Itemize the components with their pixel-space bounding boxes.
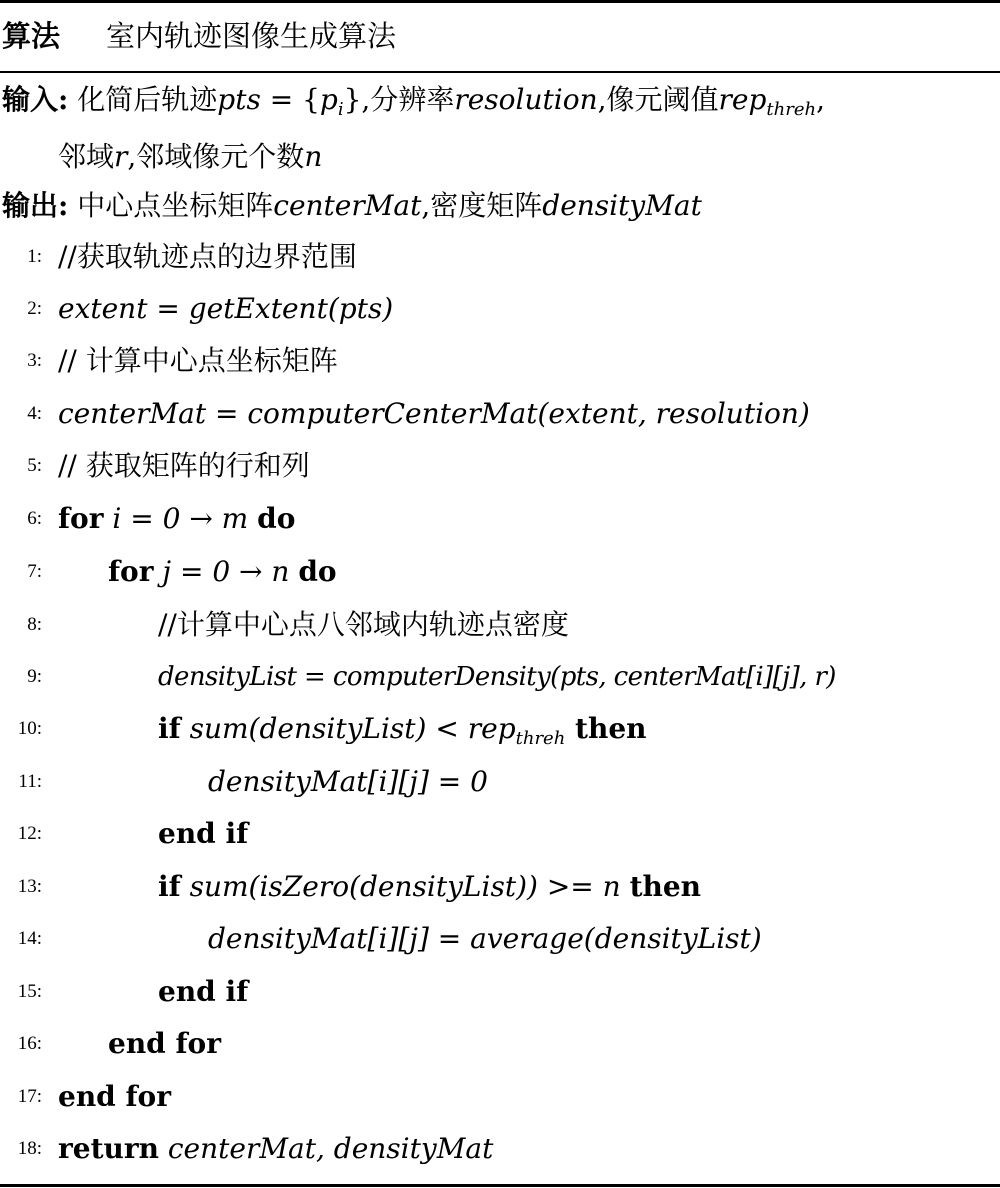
- keyword: if: [158, 870, 181, 903]
- line-number: 18:: [17, 1138, 42, 1159]
- bottom-rule: [0, 1184, 1000, 1187]
- if-statement: [158, 867, 701, 907]
- expression: sum(densityList) < rep: [180, 712, 516, 745]
- input-pts: pts: [217, 83, 261, 116]
- keyword: end if: [158, 817, 249, 850]
- algorithm-keyword: 算法: [2, 19, 61, 53]
- keyword: for: [108, 555, 154, 588]
- keyword: end if: [158, 975, 249, 1008]
- expression: i = 0 → m: [103, 502, 258, 535]
- line-number: 5:: [27, 455, 42, 476]
- keyword: for: [58, 502, 104, 535]
- statement: densityMat[i][j] = 0: [208, 765, 488, 798]
- statement: densityMat[i][j] = average(densityList): [208, 922, 762, 955]
- input-sub-threh: threh: [766, 99, 817, 120]
- output-label: 输出:: [2, 189, 69, 222]
- header-rule: [0, 71, 1000, 73]
- keyword: end for: [108, 1027, 221, 1060]
- input-r: r: [114, 140, 128, 173]
- line-number: 8:: [27, 614, 42, 635]
- keyword: then: [629, 870, 702, 903]
- input-rep: rep: [718, 83, 767, 116]
- comment: // 计算中心点坐标矩阵: [58, 344, 338, 377]
- statement: extent = getExtent(pts): [58, 292, 394, 325]
- expression: sum(isZero(densityList)) >= n: [180, 870, 630, 903]
- return-statement: [58, 1129, 493, 1169]
- input-text-5: ,邻域像元个数: [127, 140, 305, 173]
- input-sub-i: i: [337, 99, 344, 120]
- line-number: 2:: [27, 298, 42, 319]
- subscript: threh: [515, 728, 566, 749]
- comment: //计算中心点八邻域内轨迹点密度: [158, 608, 569, 641]
- input-text-3: ,像元阈值: [597, 83, 719, 116]
- output-densitymat: densityMat: [542, 189, 702, 222]
- comment: // 获取矩阵的行和列: [58, 449, 310, 482]
- if-statement: [158, 709, 647, 749]
- output-centermat: centerMat: [273, 189, 422, 222]
- expression: j = 0 → n: [153, 555, 299, 588]
- line-number: 6:: [27, 508, 42, 529]
- line-number: 15:: [17, 981, 42, 1002]
- algorithm-title: 室内轨迹图像生成算法: [106, 19, 397, 53]
- input-label: 输入:: [2, 83, 69, 116]
- line-number: 7:: [27, 561, 42, 582]
- line-number: 16:: [17, 1033, 42, 1054]
- output-text-1: 中心点坐标矩阵: [77, 189, 274, 222]
- input-p: p: [319, 83, 338, 116]
- line-number: 17:: [17, 1086, 42, 1107]
- input-text-2: 分辨率: [370, 83, 455, 116]
- input-n: n: [304, 140, 323, 173]
- input-eq: = {: [260, 83, 320, 116]
- line-number: 12:: [17, 823, 42, 844]
- keyword: do: [257, 502, 296, 535]
- output-text-2: ,密度矩阵: [421, 189, 543, 222]
- input-text-4: 邻域: [58, 140, 115, 173]
- line-number: 13:: [17, 876, 42, 897]
- line-number: 11:: [18, 771, 42, 792]
- line-number: 1:: [27, 246, 42, 267]
- input-line-1: [2, 80, 825, 120]
- line-number: 9:: [27, 666, 42, 687]
- algorithm-header: [2, 16, 396, 56]
- line-number: 4:: [27, 403, 42, 424]
- statement: centerMat = computerCenterMat(extent, resolution): [58, 397, 810, 430]
- line-number: 10:: [17, 718, 42, 739]
- for-statement: [108, 552, 337, 592]
- input-close: },: [343, 83, 371, 116]
- keyword: if: [158, 712, 181, 745]
- statement: densityList = computerDensity(pts, centerMat[i][j], r): [158, 662, 836, 692]
- keyword: do: [298, 555, 337, 588]
- input-comma: ,: [816, 83, 825, 116]
- for-statement: [58, 499, 295, 539]
- line-number: 3:: [27, 350, 42, 371]
- keyword: end for: [58, 1080, 171, 1113]
- output-line: [2, 186, 702, 226]
- keyword: return: [58, 1132, 159, 1165]
- expression: centerMat, densityMat: [158, 1132, 494, 1165]
- input-line-2: [58, 137, 322, 177]
- input-resolution: resolution: [454, 83, 598, 116]
- input-text-1: 化简后轨迹: [77, 83, 218, 116]
- keyword: then: [565, 712, 647, 745]
- comment: //获取轨迹点的边界范围: [58, 240, 357, 273]
- line-number: 14:: [17, 928, 42, 949]
- top-rule: [0, 0, 1000, 3]
